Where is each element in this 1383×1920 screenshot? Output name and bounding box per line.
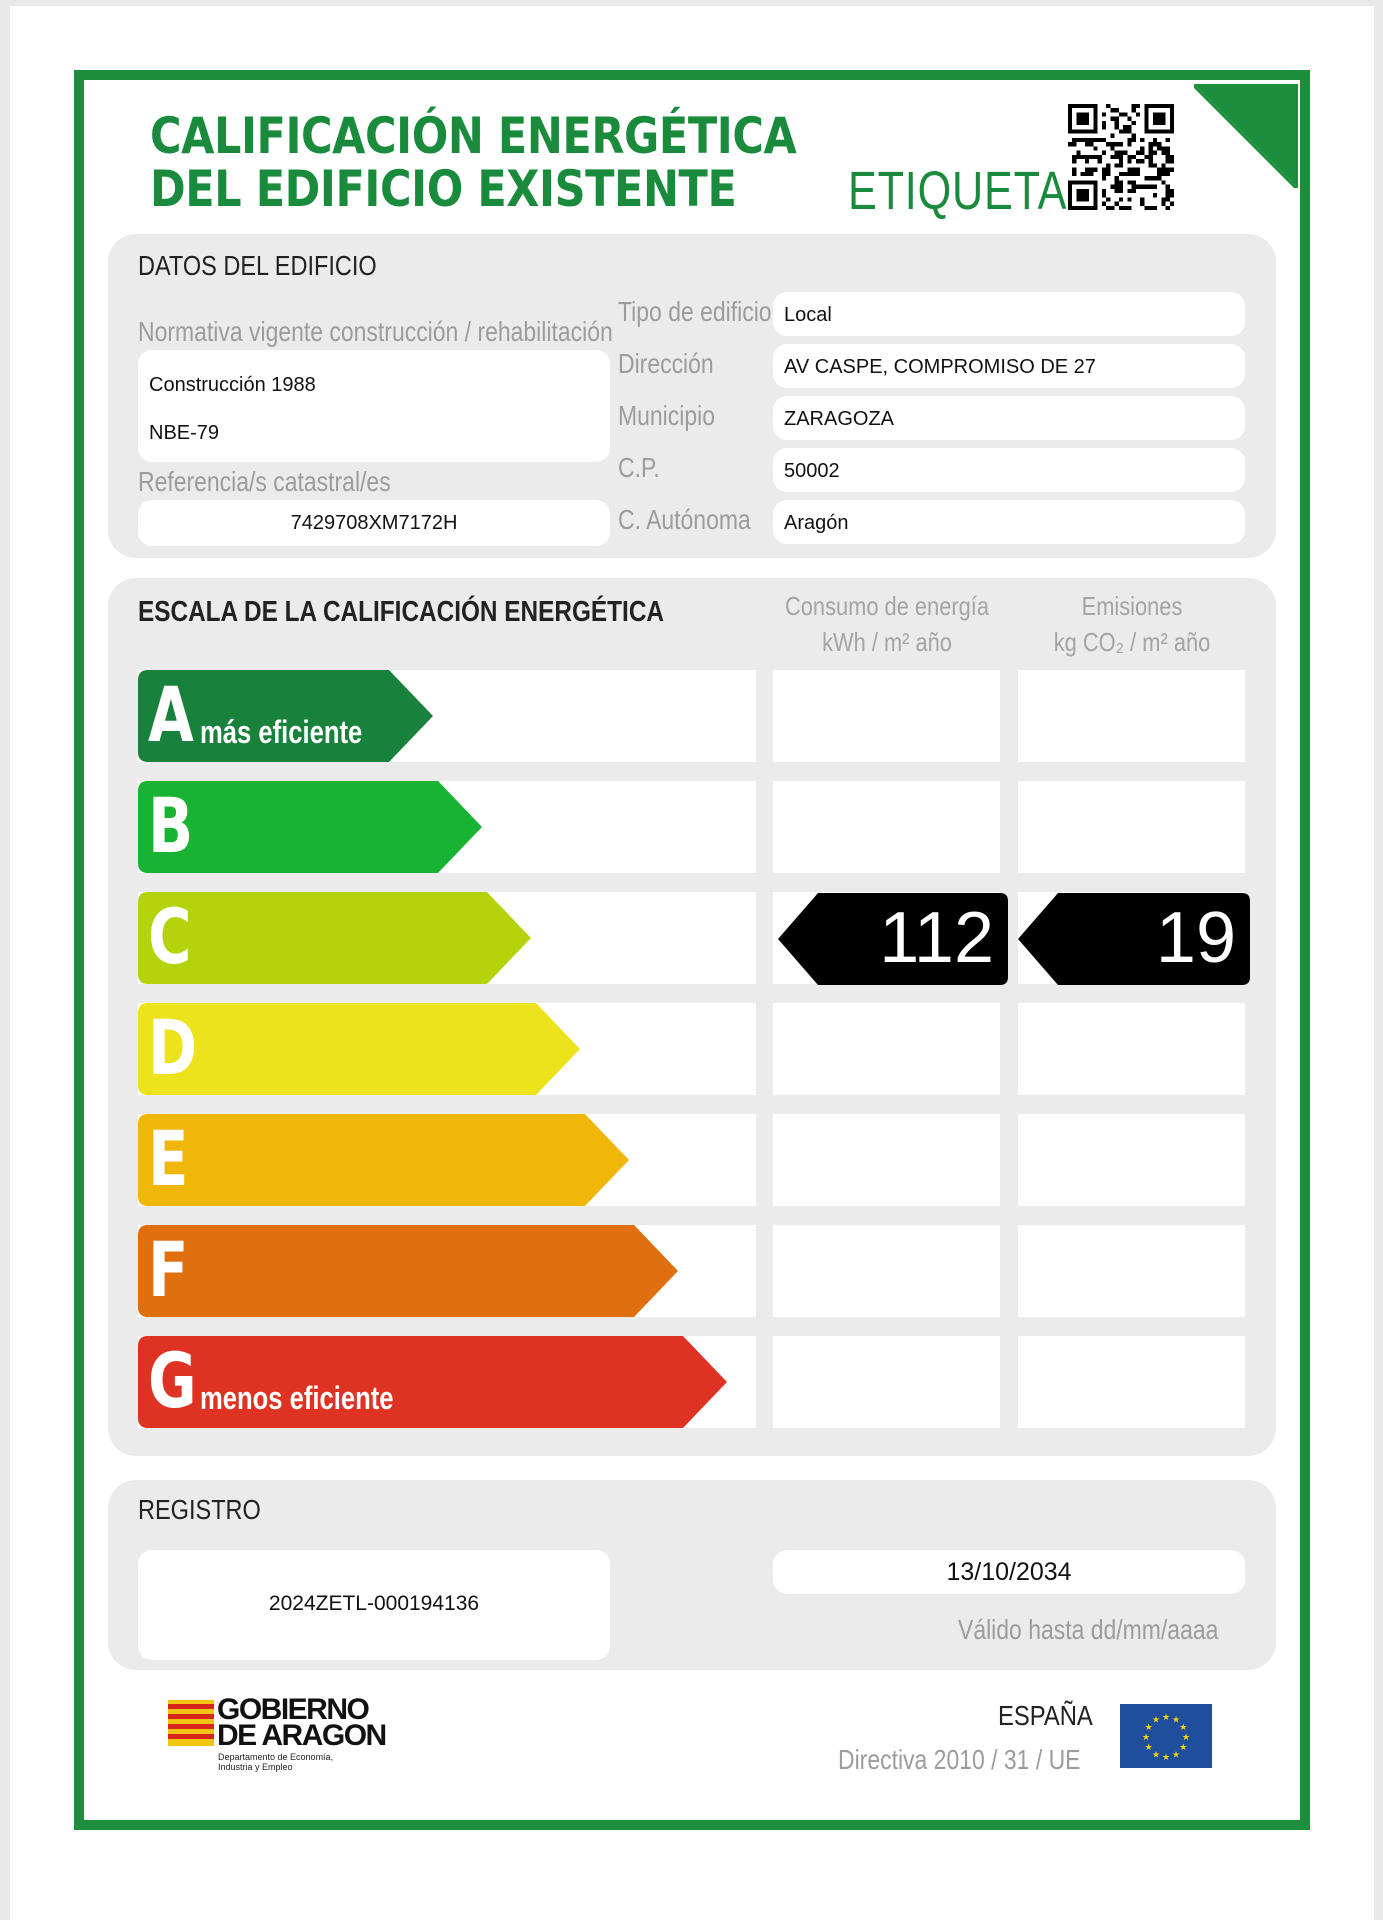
municipio-box — [773, 396, 1245, 440]
emisiones-cell — [1018, 1003, 1245, 1095]
energy-class-arrow — [138, 892, 531, 984]
energy-class-bar-c — [138, 892, 531, 984]
svg-text:★: ★ — [1181, 1732, 1191, 1742]
energy-class-letter: G — [148, 1336, 197, 1425]
svg-text:★: ★ — [1161, 1752, 1171, 1762]
energy-class-arrow — [138, 1003, 580, 1095]
emisiones-header — [1014, 588, 1249, 660]
gov-name-line1: GOBIERNO — [217, 1693, 369, 1726]
energy-class-letter: B — [148, 781, 194, 870]
emisiones-cell — [1018, 781, 1245, 873]
energy-class-letter: D — [148, 1003, 198, 1092]
tipo-label: Tipo de edificio — [618, 296, 772, 327]
etiqueta-label: ETIQUETA — [848, 161, 1068, 221]
eu-flag-icon — [1120, 1704, 1212, 1768]
country-label: ESPAÑA — [998, 1700, 1093, 1731]
scale-section-title: ESCALA DE LA CALIFICACIÓN ENERGÉTICA — [138, 596, 665, 628]
svg-text:★: ★ — [1151, 1714, 1161, 1725]
svg-text:★: ★ — [1144, 1722, 1153, 1732]
svg-text:★: ★ — [1151, 1749, 1161, 1760]
energy-class-bar-b — [138, 781, 482, 873]
consumo-cell — [773, 670, 1000, 762]
title-line-2: DEL EDIFICIO EXISTENTE — [150, 160, 737, 218]
emisiones-cell — [1018, 670, 1245, 762]
consumo-header-line2: kWh / m² año — [822, 627, 952, 657]
energy-class-bar-f — [138, 1225, 678, 1317]
energy-class-letter: C — [148, 892, 192, 981]
aragon-flag-icon — [168, 1700, 214, 1746]
svg-text:★: ★ — [1179, 1742, 1188, 1752]
registro-number: 2024ZETL-000194136 — [268, 1592, 480, 1615]
consumo-cell — [773, 1003, 1000, 1095]
svg-text:★: ★ — [1144, 1742, 1153, 1752]
gobierno-aragon-logo — [168, 1693, 388, 1776]
direccion-label: Dirección — [618, 348, 714, 379]
energy-class-bar-a — [138, 670, 433, 762]
emisiones-cell — [1018, 1336, 1245, 1428]
consumo-header-line1: Consumo de energía — [785, 591, 989, 621]
municipio-label: Municipio — [618, 400, 715, 431]
referencia-label: Referencia/s catastral/es — [138, 466, 391, 497]
cp-label: C.P. — [618, 452, 660, 483]
referencia-box — [138, 500, 610, 546]
energy-class-bar-e — [138, 1114, 629, 1206]
svg-text:★: ★ — [1171, 1714, 1181, 1725]
direccion-box — [773, 344, 1245, 388]
emisiones-cell — [1018, 1114, 1245, 1206]
emisiones-cell — [1018, 1225, 1245, 1317]
consumo-rating-value: 112 — [879, 898, 994, 978]
normativa-construction: Construcción 1988 — [149, 374, 316, 396]
tipo-value: Local — [784, 304, 832, 326]
valid-date-label: Válido hasta dd/mm/aaaa — [958, 1614, 1219, 1645]
normativa-standard: NBE-79 — [149, 422, 220, 444]
direccion-value: AV CASPE, COMPROMISO DE 27 — [784, 356, 1096, 378]
normativa-label: Normativa vigente construcción / rehabilitación — [138, 316, 613, 347]
directive-label: Directiva 2010 / 31 / UE — [838, 1744, 1081, 1775]
municipio-value: ZARAGOZA — [784, 408, 895, 430]
registro-section-title: REGISTRO — [138, 1494, 261, 1525]
building-section-title: DATOS DEL EDIFICIO — [138, 250, 377, 281]
gov-dept-line2: Industria y Empleo — [218, 1762, 293, 1772]
certificate-title — [150, 107, 797, 218]
emisiones-header-line1: Emisiones — [1081, 591, 1183, 621]
referencia-value: 7429708XM7172H — [290, 512, 458, 534]
tipo-box — [773, 292, 1245, 336]
valid-date: 13/10/2034 — [946, 1558, 1072, 1586]
consumo-cell — [773, 1225, 1000, 1317]
energy-class-arrow — [138, 1225, 678, 1317]
registro-number-box — [138, 1550, 610, 1660]
qr-code-icon[interactable] — [1068, 104, 1174, 210]
consumo-cell — [773, 1336, 1000, 1428]
emisiones-rating-value: 19 — [1155, 898, 1236, 978]
gov-name-line2: DE ARAGON — [217, 1719, 386, 1752]
cp-box — [773, 448, 1245, 492]
cp-value: 50002 — [784, 460, 840, 482]
svg-text:★: ★ — [1141, 1732, 1151, 1742]
consumo-header — [769, 588, 1004, 660]
consumo-cell — [773, 781, 1000, 873]
energy-class-letter: E — [148, 1114, 189, 1203]
energy-class-letter: F — [148, 1225, 189, 1314]
gov-dept-line1: Departamento de Economía, — [218, 1752, 334, 1762]
consumo-rating-marker — [778, 893, 1008, 985]
svg-text:★: ★ — [1161, 1712, 1171, 1722]
normativa-box — [138, 350, 610, 462]
valid-date-box — [773, 1550, 1245, 1594]
emisiones-rating-marker — [1018, 893, 1250, 985]
corner-fold-icon — [1194, 84, 1298, 188]
svg-text:★: ★ — [1179, 1722, 1188, 1732]
autonoma-value: Aragón — [784, 512, 849, 534]
energy-class-bar-d — [138, 1003, 580, 1095]
consumo-cell — [773, 1114, 1000, 1206]
energy-class-subtitle: más eficiente — [200, 714, 363, 750]
autonoma-box — [773, 500, 1245, 544]
energy-class-arrow — [138, 1114, 629, 1206]
energy-class-letter: A — [148, 670, 194, 759]
energy-class-bar-g — [138, 1336, 727, 1428]
svg-text:★: ★ — [1171, 1749, 1181, 1760]
title-line-1: CALIFICACIÓN ENERGÉTICA — [150, 107, 797, 165]
energy-class-subtitle: menos eficiente — [200, 1380, 394, 1416]
emisiones-header-line2: kg CO₂ / m² año — [1053, 627, 1211, 657]
autonoma-label: C. Autónoma — [618, 504, 751, 535]
